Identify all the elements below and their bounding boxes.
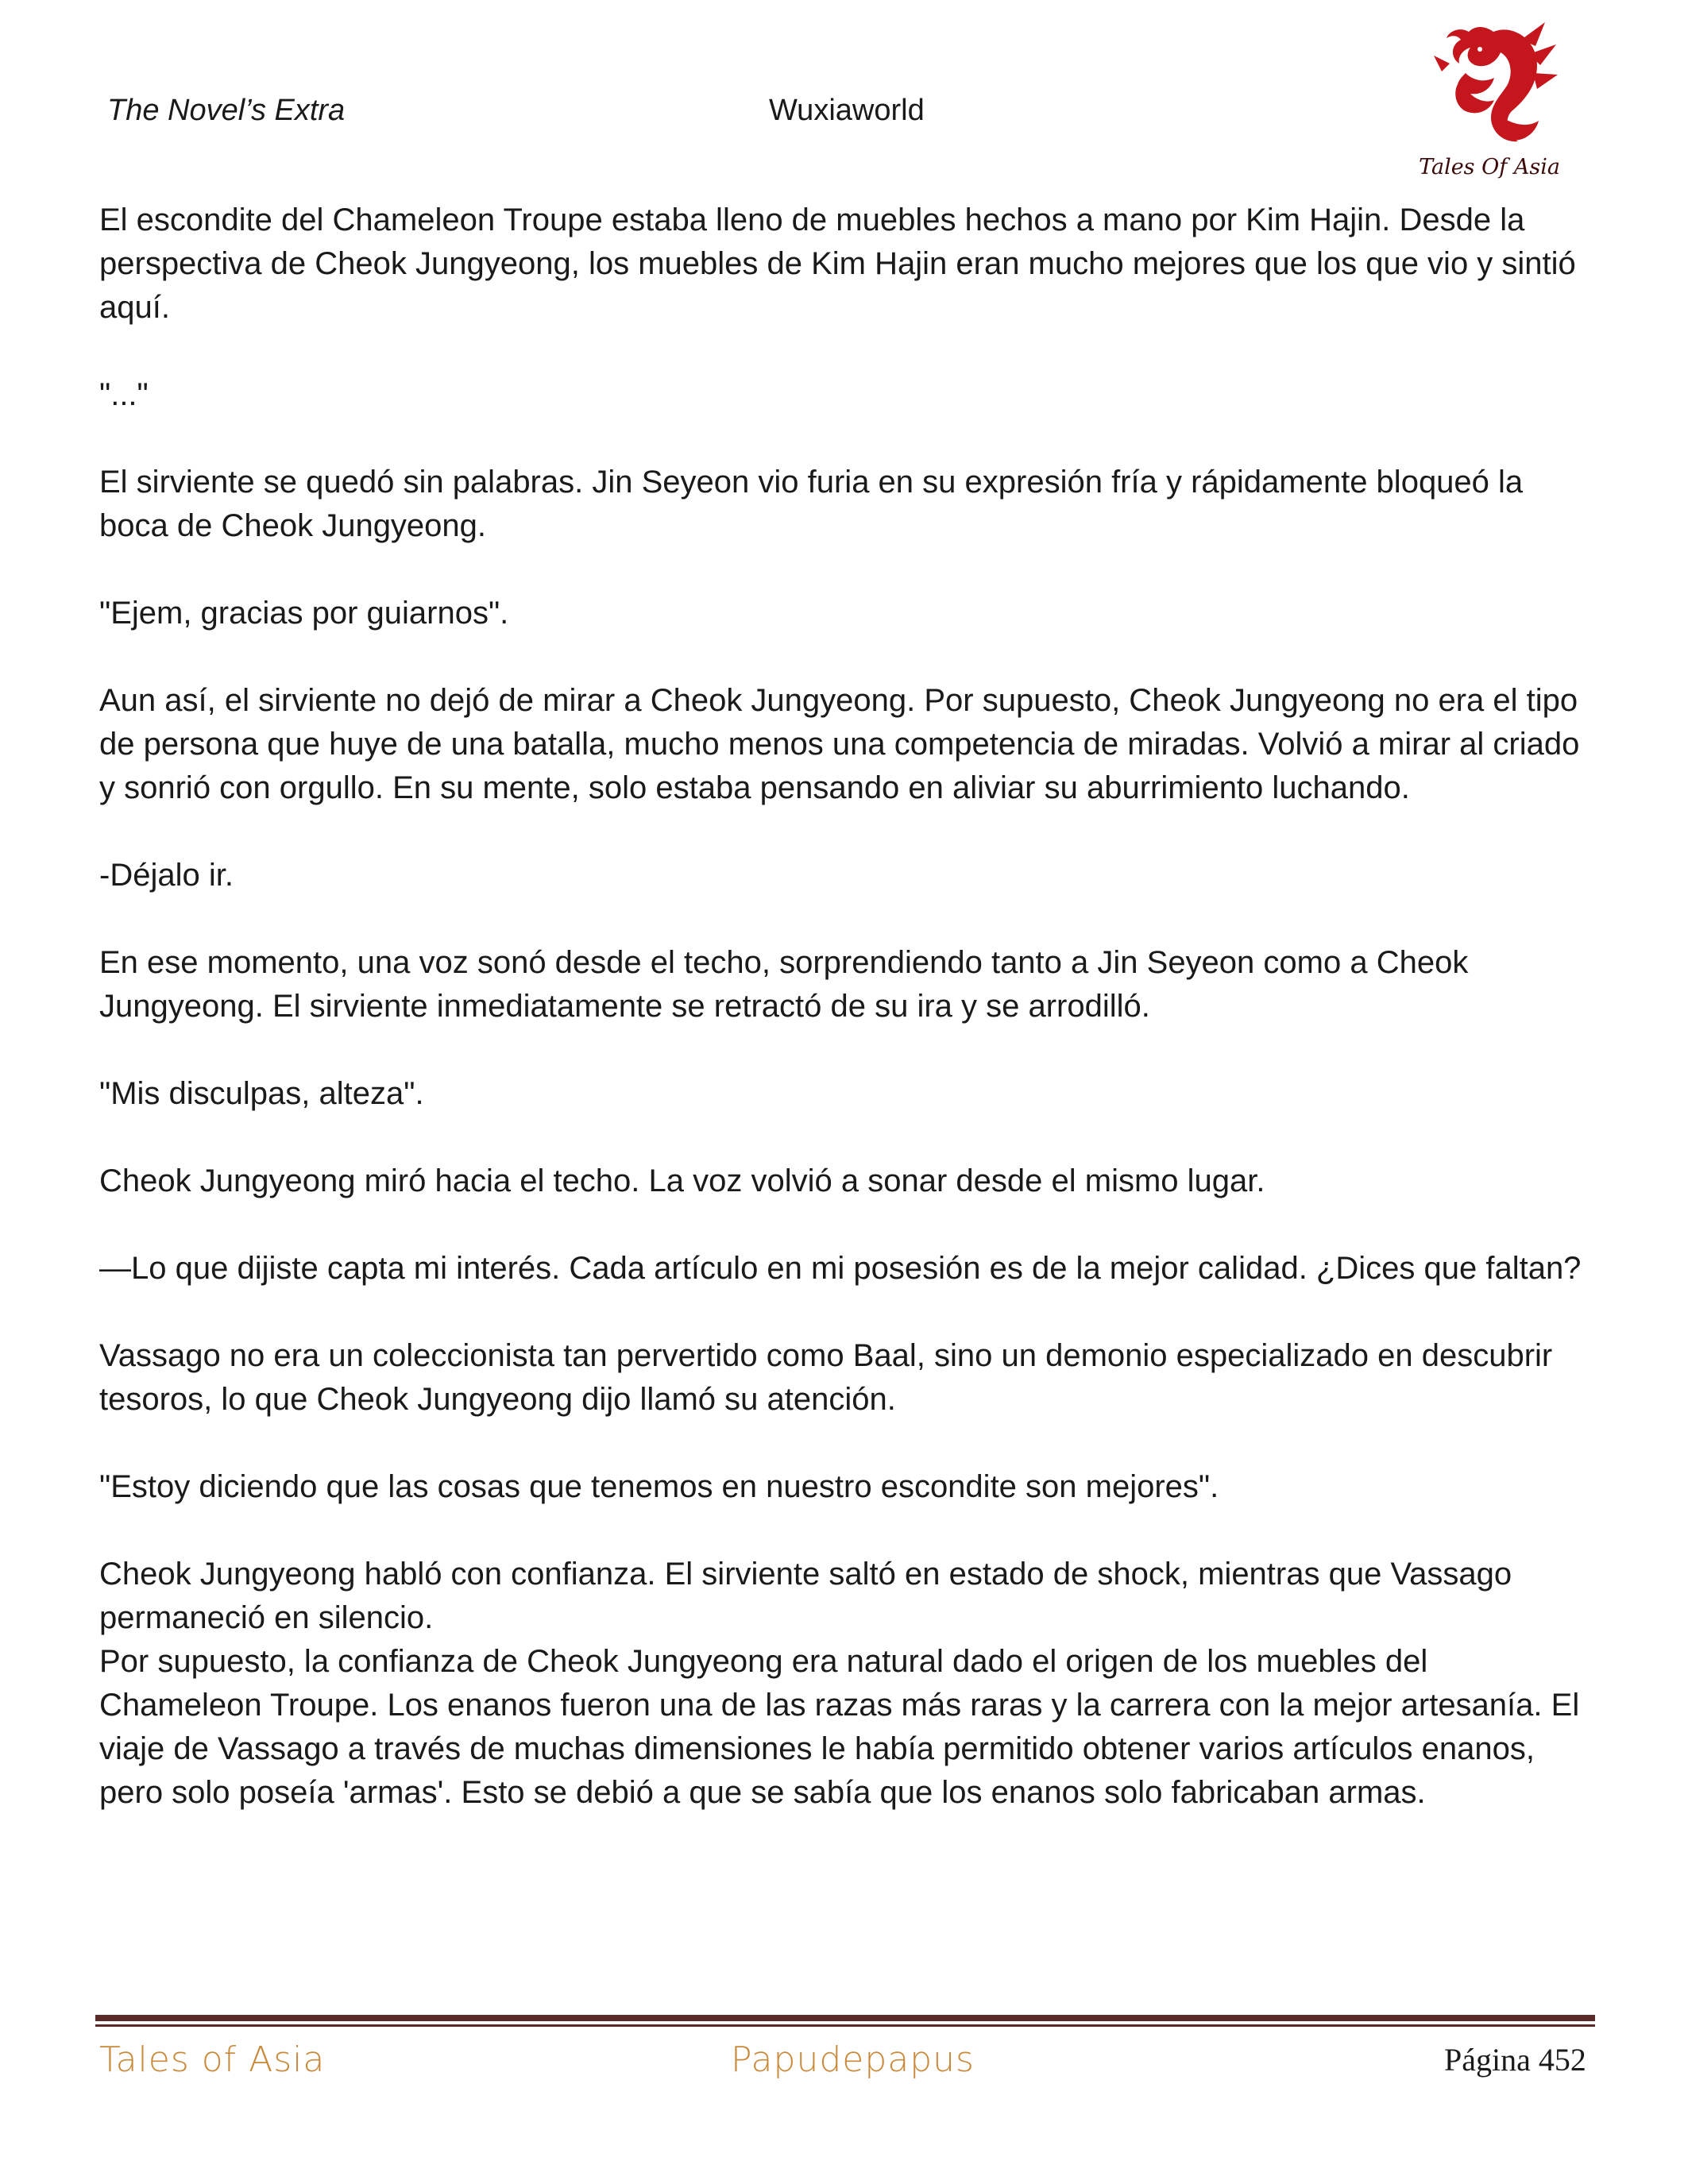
paragraph: Vassago no era un coleccionista tan pervertido como Baal, sino un demonio especializado en descubrir tesoros, lo que Cheok Jungyeong dijo llamó su atención.	[99, 1338, 1553, 1417]
paragraph: Cheok Jungyeong habló con confianza. El sirviente saltó en estado de shock, mientras que Vassago permaneció en silencio.	[99, 1557, 1512, 1635]
paragraph: Por supuesto, la confianza de Cheok Jungyeong era natural dado el origen de los muebles del Chameleon Troupe. Los enanos fueron una de las razas más raras y la carrera con la mejor artesanía. El viaje de Vassago a través de muchas dimensiones le había permitido obtener varios artículos enanos, pero solo poseía 'armas'. Esto se debió a que se sabía que los enanos solo fabricaban armas.	[99, 1644, 1580, 1810]
paragraph: "Ejem, gracias por guiarnos".	[99, 596, 509, 631]
site-name: Wuxiaworld	[769, 94, 925, 127]
page-header	[0, 0, 1688, 191]
red-dragon-icon	[1418, 16, 1561, 159]
paragraph: Aun así, el sirviente no dejó de mirar a Cheok Jungyeong. Por supuesto, Cheok Jungyeong no era el tipo de persona que huye de una batalla, mucho menos una competencia de miradas. Volvió a mirar al criado y sonrió con orgullo. En su mente, solo estaba pensando en aliviar su aburrimiento luchando.	[99, 683, 1580, 805]
paragraph: —Lo que dijiste capta mi interés. Cada artículo en mi posesión es de la mejor calidad. ¿Dices que faltan?	[99, 1251, 1582, 1286]
paragraph: El escondite del Chameleon Troupe estaba lleno de muebles hechos a mano por Kim Hajin. Desde la perspectiva de Cheok Jungyeong, los muebles de Kim Hajin eran mucho mejores que los que vio y sintió aquí.	[99, 203, 1576, 325]
page-number: Página 452	[1444, 2042, 1586, 2078]
paragraph: El sirviente se quedó sin palabras. Jin Seyeon vio furia en su expresión fría y rápidamente bloqueó la boca de Cheok Jungyeong.	[99, 465, 1524, 543]
paragraph: Cheok Jungyeong miró hacia el techo. La voz volvió a sonar desde el mismo lugar.	[99, 1163, 1265, 1198]
footer-brand: Tales of Asia	[99, 2039, 326, 2080]
paragraph: "Estoy diciendo que las cosas que tenemos en nuestro escondite son mejores".	[99, 1469, 1219, 1504]
footer-translator: Papudepapus	[731, 2039, 975, 2080]
logo-caption: Tales Of Asia	[1419, 155, 1560, 179]
paragraph: -Déjalo ir.	[99, 858, 234, 893]
footer-rule-thick	[95, 2015, 1595, 2021]
tales-of-asia-logo	[1418, 16, 1561, 187]
paragraph: En ese momento, una voz sonó desde el techo, sorprendiendo tanto a Jin Seyeon como a Cheok Jungyeong. El sirviente inmediatamente se retractó de su ira y se arrodilló.	[99, 945, 1469, 1024]
footer-rule-thin	[95, 2024, 1595, 2027]
chapter-body	[99, 199, 1593, 1858]
book-title: The Novel’s Extra	[107, 94, 346, 127]
paragraph: "..."	[99, 377, 149, 412]
paragraph: "Mis disculpas, alteza".	[99, 1076, 424, 1111]
